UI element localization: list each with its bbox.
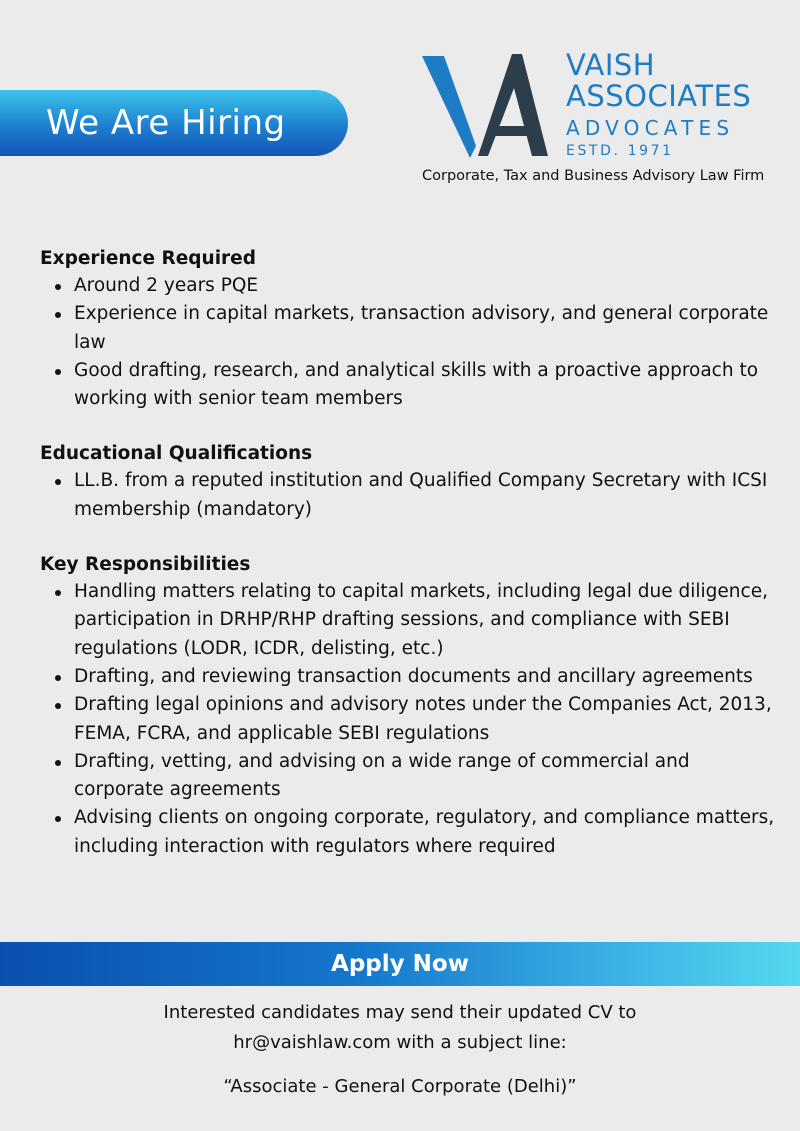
hiring-banner (0, 90, 348, 156)
apply-subject-line: “Associate - General Corporate (Delhi)” (223, 1076, 577, 1097)
section-title: Educational Qualifications (40, 443, 313, 465)
list-item: Drafting legal opinions and advisory notes under the Companies Act, 2013, FEMA, FCRA, and applicable SEBI regulations (40, 691, 780, 748)
hiring-banner-label: We Are Hiring (46, 103, 286, 143)
firm-established: ESTD. 1971 (566, 143, 674, 159)
list-item: LL.B. from a reputed institution and Qualified Company Secretary with ICSI membership (mandatory) (40, 467, 780, 524)
firm-name (566, 50, 751, 112)
va-logo-icon (420, 52, 560, 160)
list-item: Good drafting, research, and analytical skills with a proactive approach to working with senior team members (40, 357, 780, 414)
list-item: Advising clients on ongoing corporate, regulatory, and compliance matters, including interaction with regulators where required (40, 804, 780, 861)
apply-line-2: hr@vaishlaw.com with a subject line: (233, 1032, 567, 1053)
section-title: Key Responsibilities (40, 554, 251, 576)
apply-now-banner (0, 942, 800, 986)
list-item: Handling matters relating to capital markets, including legal due diligence, participation in DRHP/RHP drafting sessions, and compliance with SEBI regulations (LODR, ICDR, delisting, etc.) (40, 578, 780, 663)
section-title: Experience Required (40, 248, 256, 269)
apply-instructions (0, 998, 800, 1102)
list-item: Experience in capital markets, transaction advisory, and general corporate law (40, 300, 780, 357)
list-item: Drafting, and reviewing transaction documents and ancillary agreements (40, 663, 780, 691)
bullet-list (40, 578, 780, 861)
section-education (40, 441, 780, 524)
firm-tagline: Corporate, Tax and Business Advisory Law Firm (422, 168, 765, 184)
apply-line-1: Interested candidates may send their updated CV to (163, 1002, 637, 1023)
bullet-list (40, 467, 780, 524)
section-responsibilities (40, 552, 780, 861)
firm-name-line1: VAISH (566, 48, 656, 82)
list-item: Drafting, vetting, and advising on a wide range of commercial and corporate agreements (40, 748, 780, 805)
list-item: Around 2 years PQE (40, 272, 780, 300)
firm-name-line2: ASSOCIATES (566, 79, 752, 113)
job-details (40, 246, 780, 889)
apply-now-title: Apply Now (331, 951, 469, 977)
firm-subtitle: ADVOCATES (566, 116, 735, 140)
bullet-list (40, 272, 780, 413)
section-experience (40, 246, 780, 413)
